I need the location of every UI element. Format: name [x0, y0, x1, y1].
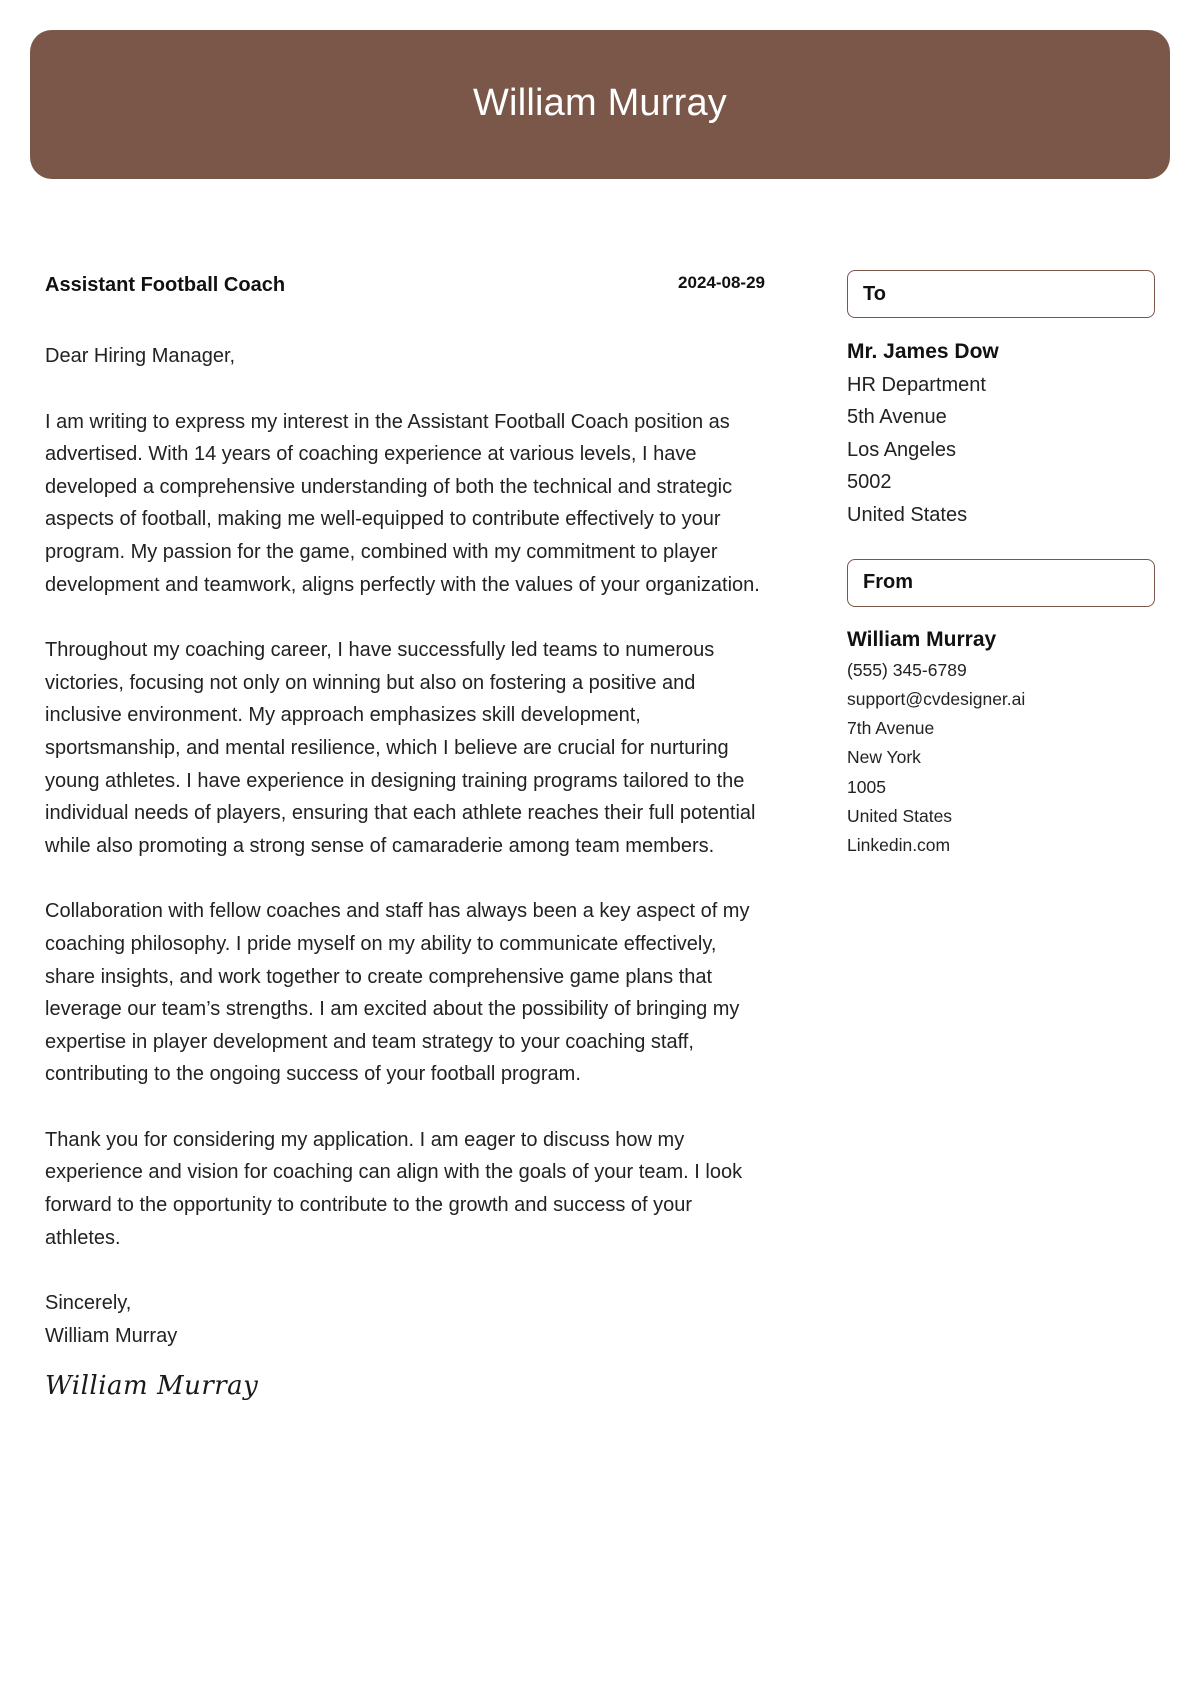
applicant-name: William Murray: [472, 82, 727, 124]
to-label: To: [863, 282, 886, 305]
recipient-block: [847, 336, 1155, 532]
recipient-zip: 5002: [847, 471, 892, 494]
sender-zip: 1005: [847, 776, 886, 797]
sender-phone: (555) 345-6789: [847, 659, 967, 680]
handwritten-signature: William Murray: [45, 1371, 259, 1402]
closing: Sincerely,: [45, 1292, 132, 1315]
job-title: Assistant Football Coach: [45, 274, 286, 296]
paragraph-4: Thank you for considering my application. I am eager to discuss how my experience and vision for coaching can align with the goals of your team. I look forward to the opportunity to contribute to the growth and success of your athletes.: [45, 1128, 743, 1249]
from-label: From: [863, 571, 913, 594]
sender-email: support@cvdesigner.ai: [847, 688, 1026, 709]
paragraph-2: Throughout my coaching career, I have successfully led teams to numerous victories, focusing not only on winning but also on fostering a positive and inclusive environment. My approach emphasizes skill development, sportsmanship, and mental resilience, which I believe are crucial for nurturing young athletes. I have experience in designing training programs tailored to the individual needs of players, ensuring that each athlete reaches their full potential while also promoting a strong sense of camaraderie among team members.: [45, 639, 756, 857]
from-label-box: [847, 559, 1155, 607]
sidebar: [847, 270, 1155, 861]
sender-block: [847, 624, 1155, 861]
closing-name: William Murray: [45, 1324, 178, 1347]
paragraph-1: I am writing to express my interest in the Assistant Football Coach position as advertised. With 14 years of coaching experience at various levels, I have developed a comprehensive understanding of both the technical and strategic aspects of football, making me well-equipped to contribute effectively to your program. My passion for the game, combined with my commitment to player development and teamwork, aligns perfectly with the values of your organization.: [45, 410, 760, 596]
title-row: [45, 270, 765, 302]
recipient-department: HR Department: [847, 373, 986, 396]
sender-name: William Murray: [847, 627, 997, 651]
recipient-city: Los Angeles: [847, 438, 956, 461]
to-label-box: [847, 270, 1155, 318]
letter-body: [45, 270, 765, 1403]
letter-date: 2024-08-29: [678, 273, 765, 292]
letter-text: [45, 340, 765, 1403]
greeting: Dear Hiring Manager,: [45, 345, 236, 367]
recipient-street: 5th Avenue: [847, 406, 947, 429]
sender-country: United States: [847, 806, 953, 827]
recipient-country: United States: [847, 503, 968, 526]
paragraph-3: Collaboration with fellow coaches and staff has always been a key aspect of my coaching philosophy. I pride myself on my ability to communicate effectively, share insights, and work together to create comprehensive game plans that leverage our team’s strengths. I am excited about the possibility of bringing my expertise in player development and team strategy to your coaching staff, contributing to the ongoing success of your football program.: [45, 900, 750, 1086]
recipient-name: Mr. James Dow: [847, 340, 999, 363]
sender-website: Linkedin.com: [847, 835, 951, 856]
sender-street: 7th Avenue: [847, 718, 935, 739]
header-banner: [30, 30, 1170, 179]
sender-city: New York: [847, 747, 921, 768]
